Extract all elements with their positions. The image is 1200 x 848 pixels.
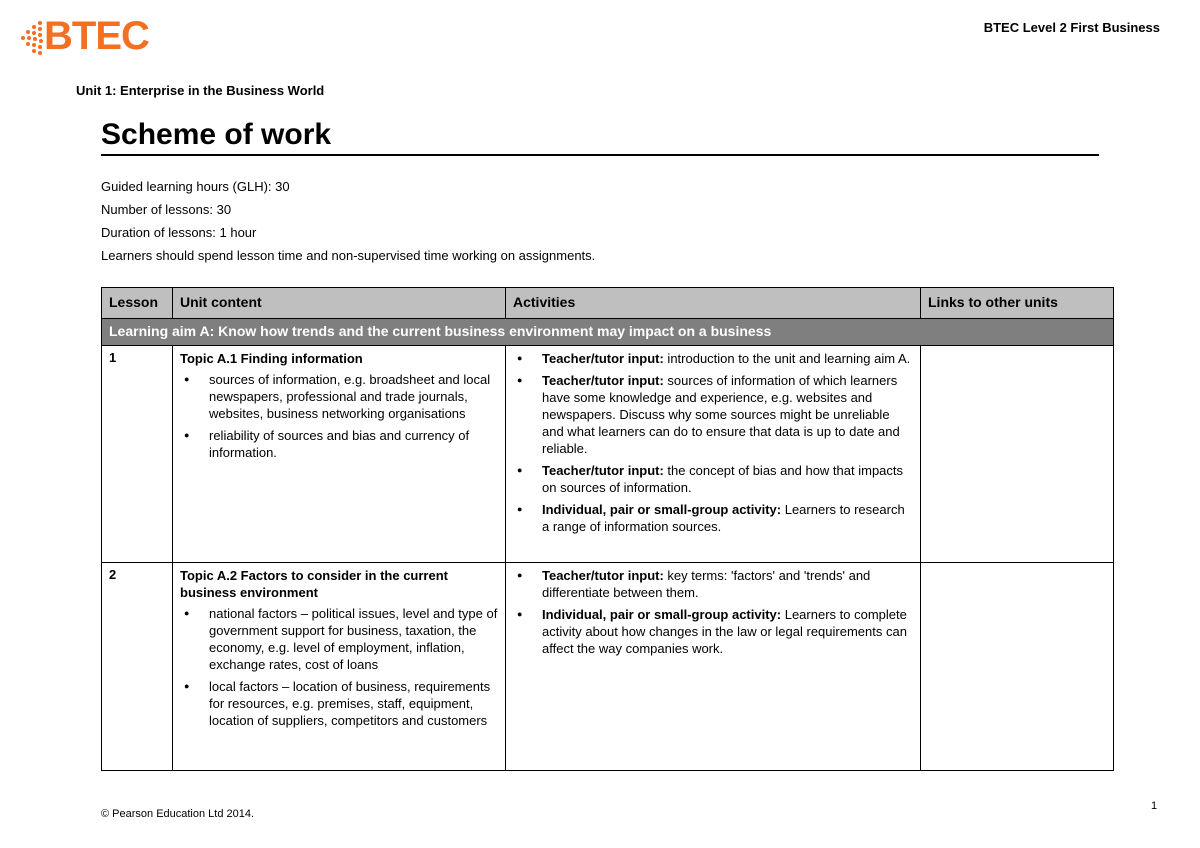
activity-type: Individual, pair or small-group activity: xyxy=(542,607,782,622)
lesson-number: 2 xyxy=(102,563,173,771)
activity-type: Teacher/tutor input: xyxy=(542,351,664,366)
intro-block xyxy=(101,175,595,267)
topic-title: Topic A.2 Factors to consider in the current business environment xyxy=(180,568,448,600)
header-lesson: Lesson xyxy=(102,288,173,319)
intro-duration: Duration of lessons: 1 hour xyxy=(101,225,257,240)
table-row xyxy=(102,563,1114,771)
list-item xyxy=(513,350,913,367)
activity-text: the concept of bias and how that impacts on sources of information. xyxy=(542,463,904,495)
header-unit-content: Unit content xyxy=(173,288,506,319)
btec-logo xyxy=(20,16,160,62)
activity-text: key terms: 'factors' and 'trends' and differentiate between them. xyxy=(542,568,871,600)
unit-content-cell xyxy=(173,346,506,563)
learning-aim-row xyxy=(102,319,1114,346)
list-item xyxy=(513,567,913,601)
list-item xyxy=(513,501,913,535)
page-title: Scheme of work xyxy=(101,118,332,151)
table-header-row xyxy=(102,288,1114,319)
table-row xyxy=(102,346,1114,563)
links-cell xyxy=(921,563,1114,771)
header-activities: Activities xyxy=(506,288,921,319)
unit-content-cell xyxy=(173,563,506,771)
lesson-number: 1 xyxy=(102,346,173,563)
list-item xyxy=(513,372,913,457)
intro-glh: Guided learning hours (GLH): 30 xyxy=(101,179,290,194)
activity-type: Teacher/tutor input: xyxy=(542,373,664,388)
list-item: ● national factors – political issues, level and type of government support for business, taxation, the economy, e.g. level of employment, inflation, exchange rates, cost of loans xyxy=(180,605,498,673)
title-divider xyxy=(101,154,1099,156)
activity-type: Teacher/tutor input: xyxy=(542,463,664,478)
topic-title: Topic A.1 Finding information xyxy=(180,351,363,366)
unit-title: Unit 1: Enterprise in the Business World xyxy=(76,83,325,98)
activity-text: Learners to research a range of information sources. xyxy=(542,502,905,534)
logo-text: BTEC xyxy=(44,14,149,58)
copyright: © Pearson Education Ltd 2014. xyxy=(101,808,255,820)
list-item xyxy=(513,462,913,496)
list-item: ● local factors – location of business, requirements for resources, e.g. premises, staff, equipment, location of suppliers, competitors and customers xyxy=(180,678,498,729)
content-list xyxy=(180,371,498,461)
intro-lessons: Number of lessons: 30 xyxy=(101,202,232,217)
page-number: 1 xyxy=(1151,800,1158,812)
logo-dots-icon xyxy=(20,20,46,56)
list-item: ● reliability of sources and bias and currency of information. xyxy=(180,427,498,461)
list-item xyxy=(513,606,913,657)
learning-aim-text: Learning aim A: Know how trends and the current business environment may impact on a business xyxy=(102,319,1114,346)
activity-type: Teacher/tutor input: xyxy=(542,568,664,583)
header-qualification: BTEC Level 2 First Business xyxy=(983,20,1160,35)
intro-note: Learners should spend lesson time and non-supervised time working on assignments. xyxy=(101,248,596,263)
activities-cell xyxy=(506,346,921,563)
activities-cell xyxy=(506,563,921,771)
header-links: Links to other units xyxy=(921,288,1114,319)
activities-list xyxy=(513,350,913,535)
content-list xyxy=(180,605,498,729)
scheme-table xyxy=(101,287,1114,771)
activity-text: Learners to complete activity about how changes in the law or legal requirements can affect the way companies work. xyxy=(542,607,907,656)
activity-type: Individual, pair or small-group activity: xyxy=(542,502,782,517)
activity-text: sources of information of which learners have some knowledge and experience, e.g. websites and newspapers. Discuss why some sources might be unreliable and what learners can do to ensure that data is up to date and reliable. xyxy=(542,373,900,456)
links-cell xyxy=(921,346,1114,563)
list-item: ● sources of information, e.g. broadsheet and local newspapers, professional and trade journals, websites, business networking organisations xyxy=(180,371,498,422)
activity-text: introduction to the unit and learning aim A. xyxy=(663,351,911,366)
activities-list xyxy=(513,567,913,657)
